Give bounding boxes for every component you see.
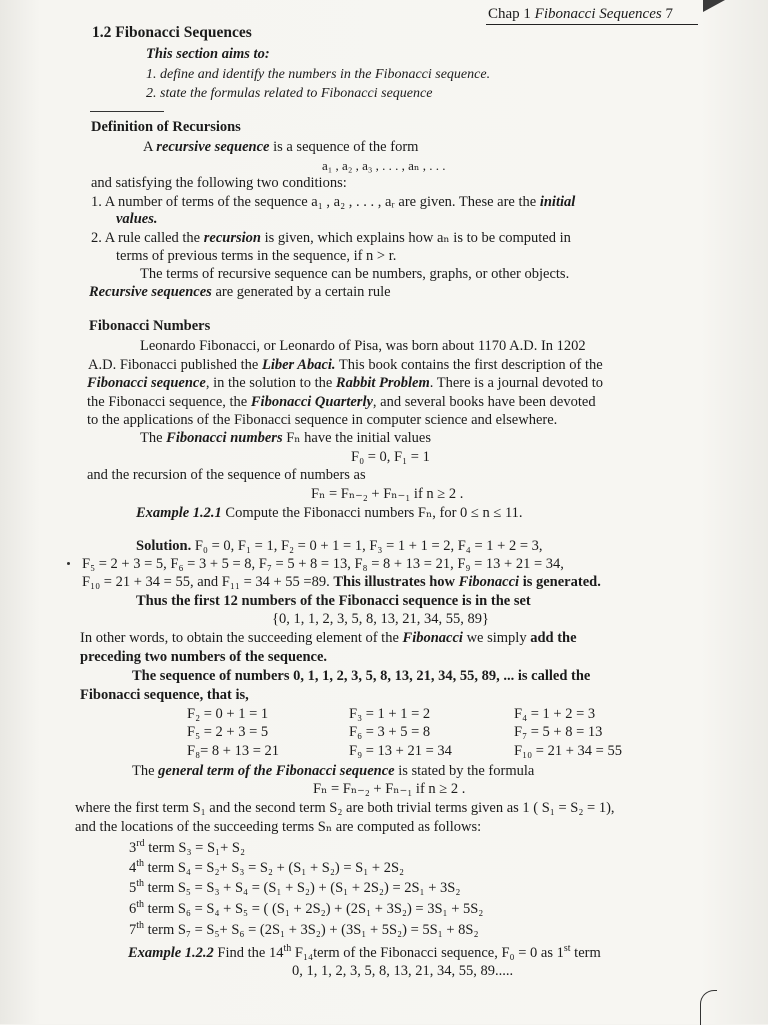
solution-line: F₅ = 2 + 3 = 5, F₆ = 3 + 5 = 8, F₇ = 5 + 8 = 13, F₈ = 8 + 13 = 21, F₉ = 13 + 21 = 34, xyxy=(82,556,564,572)
text-run: A.D. Fibonacci published the xyxy=(88,357,262,373)
term-ordinal: 5 xyxy=(129,879,137,896)
text-run: In other words, to obtain the succeeding element of the xyxy=(80,630,403,646)
running-header xyxy=(488,6,673,23)
text-run: the Fibonacci sequence, the xyxy=(87,394,251,410)
solution-line xyxy=(136,538,543,555)
term-rabbit-problem: Rabbit Problem xyxy=(335,375,430,391)
text-run: add the xyxy=(530,630,577,646)
text-run: Fₙ have the initial values xyxy=(282,430,432,446)
general-term-line: and the locations of the succeeding terms Sₙ are computed as follows: xyxy=(75,819,482,835)
solution-line xyxy=(82,574,601,591)
fib-paragraph-line: to the applications of the Fibonacci sequence in computer science and elsewhere. xyxy=(87,412,558,428)
example-1-2-2 xyxy=(128,943,601,962)
text-run: are generated by a certain rule xyxy=(211,284,391,300)
term-fibonacci: Fibonacci xyxy=(402,630,463,646)
solution-line: The sequence of numbers 0, 1, 1, 2, 3, 5, 8, 13, 21, 34, 55, 89, ... is called the xyxy=(132,668,591,684)
text-run: This illustrates how xyxy=(333,574,459,590)
fib-paragraph-line: and the recursion of the sequence of numbers as xyxy=(87,467,366,483)
fib-term-cell: F₁₀ = 21 + 34 = 55 xyxy=(514,743,622,759)
header-page-number: 7 xyxy=(661,6,673,22)
recursion-line: The terms of recursive sequence can be numbers, graphs, or other objects. xyxy=(140,266,570,282)
text-run: term S₆ = S₄ + S₅ = ( (S₁ + 2S₂) + (2S₁ + 3S₂) = 3S₁ + 5S₂ xyxy=(144,900,484,917)
section-title: 1.2 Fibonacci Sequences xyxy=(92,24,252,41)
ordinal-suffix: th xyxy=(136,899,145,910)
solution-line: Thus the first 12 numbers of the Fibonacci sequence is in the set xyxy=(136,593,531,609)
text-run: F₀ = 0, F₁ = 1, F₂ = 0 + 1 = 1, F₃ = 1 + 1 = 2, F₄ = 1 + 2 = 3, xyxy=(191,538,543,554)
ordinal-suffix: th xyxy=(136,878,145,889)
example-label: Example 1.2.2 xyxy=(128,944,214,961)
text-run: term S₄ = S₂+ S₃ = S₂ + (S₁ + S₂) = S₁ + 2S₂ xyxy=(144,859,405,876)
aims-heading: This section aims to: xyxy=(146,46,270,62)
text-run: The xyxy=(132,763,159,779)
term-derivation xyxy=(129,899,483,918)
text-run: is a sequence of the form xyxy=(269,139,419,155)
margin-mark xyxy=(700,990,717,1025)
term-ordinal: 7 xyxy=(129,921,137,938)
term-values: values. xyxy=(116,211,158,227)
ordinal-suffix: rd xyxy=(136,838,145,849)
term-derivation xyxy=(129,920,479,939)
header-rule xyxy=(486,24,698,25)
fib-term-cell: F₂ = 0 + 1 = 1 xyxy=(187,706,269,722)
term-fibonacci-quarterly: Fibonacci Quarterly xyxy=(250,394,373,410)
term-recursion: recursion xyxy=(203,230,261,246)
example-1-2-1 xyxy=(136,505,523,522)
sequence-form: a₁ , a₂ , a₃ , . . . , aₙ , . . . xyxy=(322,158,446,173)
example-sequence: 0, 1, 1, 2, 3, 5, 8, 13, 21, 34, 55, 89..... xyxy=(292,963,514,979)
term-derivation xyxy=(129,878,460,897)
aim-item: 2. state the formulas related to Fibonacci sequence xyxy=(146,86,433,101)
term-fibonacci-sequence: Fibonacci sequence xyxy=(87,375,206,391)
term-ordinal: 6 xyxy=(129,900,137,917)
recursion-line xyxy=(143,139,418,156)
condition-2-cont: terms of previous terms in the sequence, if n > r. xyxy=(116,248,397,264)
recursion-formula: Fₙ = Fₙ₋₂ + Fₙ₋₁ if n ≥ 2 . xyxy=(311,486,464,502)
ordinal-suffix: st xyxy=(563,943,571,954)
initial-values-formula: F₀ = 0, F₁ = 1 xyxy=(351,449,430,465)
text-run: we simply xyxy=(462,630,531,646)
section-divider xyxy=(90,111,164,112)
text-run: 1. A number of terms of the sequence a₁ , a₂ , . . . , aᵣ are given. These are the xyxy=(91,194,540,210)
fib-paragraph-line xyxy=(88,357,603,374)
text-run: , in the solution to the xyxy=(205,375,336,391)
text-run: is given, which explains how aₙ is to be computed in xyxy=(260,230,571,246)
fib-paragraph-line xyxy=(87,375,603,392)
general-term-line: where the first term S₁ and the second term S₂ are both trivial terms given as 1 ( S₁ = S₂ = 1), xyxy=(75,800,615,816)
recursion-line xyxy=(89,284,391,301)
text-run: term S₇ = S₅+ S₆ = (2S₁ + 3S₂) + (3S₁ + 5S₂) = 5S₁ + 8S₂ xyxy=(144,921,479,938)
fib-term-cell: F₆ = 3 + 5 = 8 xyxy=(349,724,431,740)
fibonacci-heading: Fibonacci Numbers xyxy=(89,318,211,334)
fib-term-cell: F₈= 8 + 13 = 21 xyxy=(187,743,280,759)
stray-mark xyxy=(67,562,70,565)
text-run: Compute the Fibonacci numbers Fₙ, for 0 ≤ n ≤ 11. xyxy=(221,505,523,521)
fib-paragraph-line xyxy=(87,394,596,411)
term-fibonacci-numbers: Fibonacci numbers xyxy=(166,430,283,446)
term-liber-abaci: Liber Abaci. xyxy=(261,357,336,373)
text-run: A xyxy=(143,139,157,155)
ordinal-suffix: th xyxy=(136,920,145,931)
fib-term-cell: F₃ = 1 + 1 = 2 xyxy=(349,706,431,722)
fib-term-cell: F₄ = 1 + 2 = 3 xyxy=(514,706,596,722)
fib-term-cell: F₅ = 2 + 3 = 5 xyxy=(187,724,269,740)
term-general-term: general term of the Fibonacci sequence xyxy=(158,763,395,779)
term-recursive-sequence: recursive sequence xyxy=(156,139,270,155)
general-term-line xyxy=(132,763,534,780)
term-ordinal: 4 xyxy=(129,859,137,876)
text-run: 2. A rule called the xyxy=(91,230,204,246)
term-derivation xyxy=(129,858,404,877)
fibonacci-set: {0, 1, 1, 2, 3, 5, 8, 13, 21, 34, 55, 89} xyxy=(272,611,489,627)
text-run: is generated. xyxy=(519,574,601,590)
ordinal-suffix: th xyxy=(283,943,292,954)
aim-item: 1. define and identify the numbers in the Fibonacci sequence. xyxy=(146,67,491,82)
header-chapter: Chap 1 xyxy=(488,6,535,22)
page-corner-tab xyxy=(703,0,725,12)
text-run: term S₃ = S₁+ S₂ xyxy=(144,839,246,856)
fib-paragraph-line xyxy=(140,430,431,447)
condition-1 xyxy=(91,194,575,211)
text-run: The xyxy=(140,430,167,446)
general-term-formula: Fₙ = Fₙ₋₂ + Fₙ₋₁ if n ≥ 2 . xyxy=(313,781,466,797)
solution-line: preceding two numbers of the sequence. xyxy=(80,649,328,665)
text-run: F₁₀ = 21 + 34 = 55, and F₁₁ = 34 + 55 =89. xyxy=(82,574,334,590)
solution-line xyxy=(80,630,577,647)
term-fibonacci: Fibonacci xyxy=(458,574,520,590)
term-initial: initial xyxy=(539,194,576,210)
solution-line: Fibonacci sequence, that is, xyxy=(80,687,249,703)
text-run: term S₅ = S₃ + S₄ = (S₁ + S₂) + (S₁ + 2S₂) = 2S₁ + 3S₂ xyxy=(144,879,461,896)
term-recursive-sequences: Recursive sequences xyxy=(89,284,212,300)
header-title: Fibonacci Sequences xyxy=(534,6,662,22)
fib-paragraph-line: Leonardo Fibonacci, or Leonardo of Pisa, was born about 1170 A.D. In 1202 xyxy=(140,338,586,354)
recursion-heading: Definition of Recursions xyxy=(91,119,241,135)
recursion-line: and satisfying the following two conditions: xyxy=(91,175,347,191)
text-run: This book contains the first description of the xyxy=(335,357,603,373)
ordinal-suffix: th xyxy=(136,858,145,869)
term-ordinal: 3 xyxy=(129,839,137,856)
example-label: Example 1.2.1 xyxy=(136,505,222,521)
text-run: is stated by the formula xyxy=(394,763,535,779)
term-derivation xyxy=(129,838,245,857)
fib-term-cell: F₉ = 13 + 21 = 34 xyxy=(349,743,452,759)
text-run: Find the 14 xyxy=(213,944,284,961)
text-run: , and several books have been devoted xyxy=(372,394,596,410)
solution-label: Solution. xyxy=(136,538,192,554)
text-run: . There is a journal devoted to xyxy=(429,375,604,391)
text-run: term xyxy=(570,944,601,961)
fib-term-cell: F₇ = 5 + 8 = 13 xyxy=(514,724,603,740)
condition-2 xyxy=(91,230,571,247)
text-run: F₁₄term of the Fibonacci sequence, F₀ = 0 as 1 xyxy=(291,944,564,961)
